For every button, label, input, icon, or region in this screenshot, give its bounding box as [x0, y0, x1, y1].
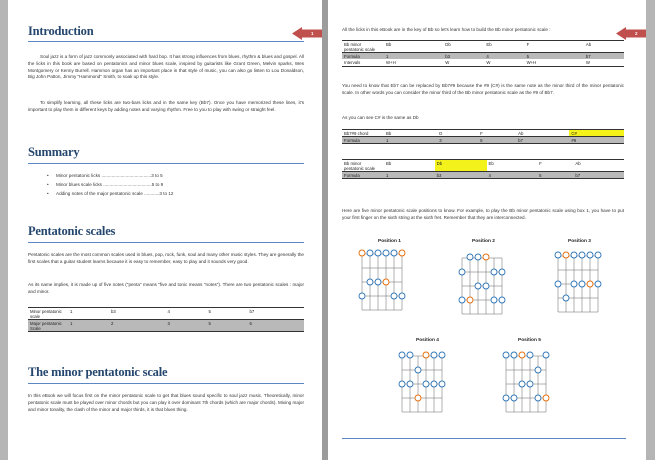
note-dot — [527, 381, 533, 387]
root-note-dot — [383, 279, 389, 285]
note-dot — [359, 293, 365, 299]
table-cell: Intervals — [342, 59, 384, 66]
position-title: Position 2 — [472, 239, 495, 244]
table-cell: 4 — [165, 308, 206, 320]
table-cell: Bb7#9 chord — [342, 130, 384, 137]
summary-item: • Minor pentatonic licks .......................................3 to 5 — [56, 172, 173, 181]
chord-table — [342, 129, 624, 144]
scale-table — [342, 40, 624, 67]
introduction-heading: Introduction — [28, 24, 94, 38]
table-cell: 1 — [68, 320, 109, 332]
table-row — [342, 59, 624, 66]
root-note-dot — [423, 352, 429, 358]
table-row — [28, 320, 304, 332]
note-dot — [571, 281, 577, 287]
heading-rule — [28, 41, 304, 42]
note-dot — [555, 252, 561, 258]
table-cell-highlighted: #9 — [569, 137, 624, 144]
note-dot — [587, 252, 593, 258]
table-row — [342, 130, 624, 137]
note-dot — [383, 250, 389, 256]
pentatonic-table — [28, 307, 304, 332]
table-cell: W — [484, 59, 524, 66]
minor-pentatonic-heading: The minor pentatonic scale — [28, 365, 168, 379]
table-cell: W — [584, 59, 624, 66]
summary-item: • Adding notes of the major pentatonic scale ............3 to 12 — [56, 190, 173, 199]
table-cell: b7 — [584, 53, 624, 60]
right-paragraph-3: As you can see C# is the same as Db — [342, 115, 419, 120]
table-cell: Minor pentatonic scale — [28, 308, 68, 320]
table-cell: 4 — [487, 172, 538, 179]
table-cell: Formula — [342, 137, 384, 144]
table-cell: W+H — [525, 59, 584, 66]
table-cell: b3 — [109, 308, 165, 320]
note-dot — [467, 254, 473, 260]
table-cell: Bb — [384, 160, 435, 172]
table-cell: Bb — [384, 130, 437, 137]
table-cell: 3 — [437, 137, 478, 144]
page-number: 2 — [635, 31, 638, 36]
page-number: 1 — [311, 31, 314, 36]
table-cell: 1 — [68, 308, 109, 320]
note-dot — [375, 250, 381, 256]
root-note-dot — [563, 252, 569, 258]
minor-scale-table — [342, 159, 624, 179]
summary-list — [56, 172, 173, 198]
table-cell-highlighted: C# — [569, 130, 624, 137]
note-dot — [391, 293, 397, 299]
table-cell: Bb — [384, 41, 443, 53]
table-cell: 4 — [484, 53, 524, 60]
table-cell: b7 — [248, 308, 304, 320]
note-dot — [579, 281, 585, 287]
left-page — [8, 0, 322, 460]
table-cell: Bb minor pentatonic scale — [342, 41, 384, 53]
root-note-dot — [543, 395, 549, 401]
note-dot — [415, 367, 421, 373]
table-cell: b7 — [573, 172, 624, 179]
note-dot — [375, 279, 381, 285]
heading-rule — [28, 383, 304, 384]
note-dot — [519, 381, 525, 387]
note-dot — [511, 352, 517, 358]
root-note-dot — [519, 352, 525, 358]
table-cell: 2 — [109, 320, 165, 332]
root-note-dot — [483, 254, 489, 260]
note-dot — [563, 295, 569, 301]
root-note-dot — [359, 250, 365, 256]
table-cell-highlighted: Db — [435, 160, 487, 172]
root-note-dot — [399, 250, 405, 256]
table-cell: Db — [443, 41, 484, 53]
table-cell: Formula — [342, 53, 384, 60]
table-cell: 5 — [207, 320, 248, 332]
table-row — [342, 172, 624, 179]
table-cell-highlighted: b3 — [435, 172, 487, 179]
page-arrow-icon — [292, 27, 322, 40]
note-dot — [399, 352, 405, 358]
table-cell: F — [478, 130, 516, 137]
note-dot — [499, 297, 505, 303]
pentatonic-paragraph-1: Pentatonic scales are the most common scales used in blues, pop, rock, funk, soul and many other music styles. They are generally the first scales that a guitar student learns because it is easy to remember, easy to play and it sounds very good. — [28, 252, 304, 264]
note-dot — [407, 352, 413, 358]
right-paragraph-4: Here are five minor pentatonic scale positions to know. For example, to play the Bb minor pentatonic scale using box 1, you have to put your first finger on the sixth string at the sixth fret. Remember that they are interconnected. — [342, 208, 624, 220]
heading-rule — [28, 163, 304, 164]
table-cell: F — [537, 160, 573, 172]
note-dot — [511, 395, 517, 401]
table-row — [342, 160, 624, 172]
fretboard-diagram — [498, 348, 558, 418]
table-row — [342, 53, 624, 60]
pentatonic-heading: Pentatonic scales — [28, 224, 116, 238]
note-dot — [555, 281, 561, 287]
pentatonic-paragraph-2: As its name implies, it is made up of five notes ("penta" means "five and tonic means "notes"). There are two pentatonic scales : major and minor. — [28, 282, 304, 294]
table-row — [342, 41, 624, 53]
table-cell: b7 — [516, 137, 569, 144]
table-cell: Ab — [573, 160, 624, 172]
position-title: Position 5 — [518, 338, 541, 343]
note-dot — [367, 250, 373, 256]
note-dot — [431, 352, 437, 358]
summary-item: • Minor blues scale licks ......................................5 to 9 — [56, 181, 173, 190]
note-dot — [543, 352, 549, 358]
note-dot — [595, 252, 601, 258]
table-cell: Major pentatonic Scale — [28, 320, 68, 332]
table-cell: D — [437, 130, 478, 137]
position-title: Position 3 — [568, 239, 591, 244]
fretboard-diagram — [550, 248, 610, 318]
table-cell: Formula — [342, 172, 384, 179]
note-dot — [535, 395, 541, 401]
intro-paragraph-1: Soul jazz is a form of jazz commonly associated with hard bop. It has strong influences from blues, rhythm & blues and gospel. All the licks in this book are based on pentatonics and minor blues scale, inspired by guitarists like Grant Green, Melvin sparks, Wes Montgomery or Kenny Burrell. Hammon organ has an important place in that style of music, you can also go listen to Lou Donaldson, Big John Patton, Jimmy "Hammond" Smith, to soak up this style. — [28, 54, 304, 80]
note-dot — [579, 252, 585, 258]
note-dot — [399, 381, 405, 387]
fretboard-diagram — [454, 250, 514, 320]
table-row — [28, 308, 304, 320]
table-cell: Ab — [516, 130, 569, 137]
table-cell: 1 — [384, 172, 435, 179]
note-dot — [483, 283, 489, 289]
minor-pentatonic-paragraph: In this eBook we will focus first on the minor pentatonic scale to get that blues sound specific to soul jazz music. Theoretically, minor pentatonic scale must be played over minor chords but you can play it over dominant 7th chords (which are major chords). Mixing major and minor tonality, the clash of the minor and major thirds, it is that blues thing. — [28, 393, 304, 412]
right-page — [328, 0, 646, 460]
note-dot — [475, 254, 481, 260]
note-dot — [431, 381, 437, 387]
table-cell: F — [525, 41, 584, 53]
note-dot — [367, 279, 373, 285]
note-dot — [423, 381, 429, 387]
note-dot — [535, 367, 541, 373]
note-dot — [407, 381, 413, 387]
note-dot — [499, 269, 505, 275]
table-cell: b3 — [443, 53, 484, 60]
table-cell: 6 — [248, 320, 304, 332]
table-cell: Bb minor pentatonic scale — [342, 160, 384, 172]
note-dot — [439, 352, 445, 358]
root-note-dot — [587, 281, 593, 287]
note-dot — [459, 269, 465, 275]
table-cell: 5 — [207, 308, 248, 320]
note-dot — [459, 297, 465, 303]
right-paragraph-2: You need to know that Eb7 can be replaced by Bb7#9 because the #9 (C#) is the same note as the minor third of the minor pentatonic scale. In other words you can consider the minor third of the Bb minor pentatonic scale as the #9 of Bb7. — [342, 83, 624, 95]
table-cell: W — [443, 59, 484, 66]
fretboard-diagram — [394, 348, 454, 418]
note-dot — [571, 252, 577, 258]
note-dot — [391, 250, 397, 256]
root-note-dot — [467, 297, 473, 303]
note-dot — [475, 283, 481, 289]
note-dot — [503, 352, 509, 358]
table-cell: Eb — [487, 160, 538, 172]
right-intro-text: All the licks in this eBook are in the key of Bb so let's learn how to build the Bb minor pentatonic scale : — [342, 27, 551, 32]
footer-rule — [342, 438, 626, 439]
note-dot — [439, 381, 445, 387]
table-cell: 1 — [384, 53, 443, 60]
table-cell: 5 — [478, 137, 516, 144]
table-cell: Ab — [584, 41, 624, 53]
table-cell: 5 — [525, 53, 584, 60]
note-dot — [491, 297, 497, 303]
table-cell: 1 — [384, 137, 437, 144]
note-dot — [503, 395, 509, 401]
heading-rule — [28, 242, 304, 243]
fretboard-diagram — [354, 246, 414, 316]
note-dot — [491, 269, 497, 275]
position-title: Position 4 — [416, 338, 439, 343]
table-cell: 5 — [537, 172, 573, 179]
note-dot — [399, 293, 405, 299]
position-title: Position 1 — [378, 239, 401, 244]
note-dot — [595, 281, 601, 287]
note-dot — [527, 352, 533, 358]
intro-paragraph-2: To simplify learning, all these licks are two-bars licks and in the same key (Bb7). Once you have memorized these lines, it's important to play them in different keys by adding notes and varying rhythm. Free to you to play with swing or straight feel. — [28, 100, 304, 112]
summary-heading: Summary — [28, 145, 80, 159]
root-note-dot — [415, 395, 421, 401]
table-cell: Eb — [484, 41, 524, 53]
table-cell: W+H — [384, 59, 443, 66]
table-row — [342, 137, 624, 144]
table-cell: 3 — [165, 320, 206, 332]
